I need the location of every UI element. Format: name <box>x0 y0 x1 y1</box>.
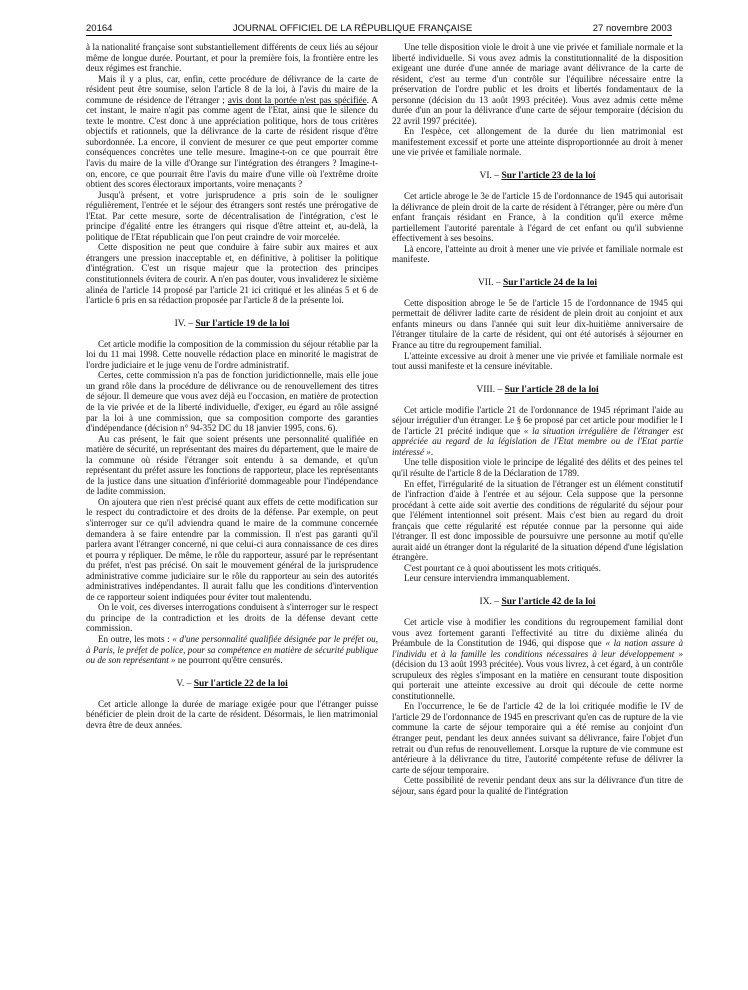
section-number: VI. – <box>479 171 502 182</box>
text-run: ne pourront qu'être censurés. <box>175 655 283 666</box>
paragraph: à la nationalité française sont substantiellement différents de ceux liés au séjour même de longue durée. Pourtant, et pour la première fois, la frontière entre les deux régimes est franchie. <box>86 42 378 74</box>
underlined-text: avis dont la portée n'est pas spécifiée <box>227 94 367 105</box>
quoted-text: « la situation irrégulière de l'étranger est appréciée au regard de la législation de l'Etat membre ou de l'Etat partie intéressé » <box>392 425 683 457</box>
left-column <box>86 42 378 730</box>
paragraph: En effet, l'irrégularité de la situation de l'étranger est un élément constitutif de l'infraction d'aide à l'entrée et au séjour. Cela suppose que la personne procédant à cette aide soit avertie des conditions de régularité du séjour pour que l'élément intentionnel soit présent. Mais c'est bien au regard du droit français que cette régularité est réputée connue par la personne qui aide l'étranger. Il est donc impossible de poursuivre une personne au motif qu'elle aurait aidé un étranger dont la régularité de la situation dépend d'une législation étrangère. <box>392 478 683 563</box>
section-number: VII. – <box>477 277 504 288</box>
paragraph: Cette disposition ne peut que conduire à faire subir aux maires et aux étrangers une pression inacceptable et, en définitive, à politiser la politique d'intégration. C'est un risque majeur que la protection des principes constitutionnels évitera de courir. A n'en pas douter, vous invaliderez le sixième alinéa de l'article 14 proposé par l'article 21 ici critiqué et les alinéas 5 et 6 de l'article 6 pris en sa rédaction proposée par l'article 8 de la présente loi. <box>86 242 378 306</box>
paragraph: Cet article abroge le 3e de l'article 15 de l'ordonnance de 1945 qui autorisait la délivrance de plein droit de la carte de résident à l'étranger, père ou mère d'un enfant français résidant en France, à la condition qu'il exerce même partiellement l'autorité parentale à l'égard de cet enfant ou qu'il subvienne effectivement à ses besoins. <box>392 191 683 244</box>
paragraph: Cette possibilité de revenir pendant deux ans sur la délivrance d'un titre de séjour, sans égard pour la qualité de l'intégration <box>392 775 683 796</box>
section-number: IV. – <box>174 318 196 329</box>
paragraph: Au cas présent, le fait que soient présents une personnalité qualifiée en matière de sécurité, un représentant des maires du département, que le maire de la commune où réside l'étranger soit entendu à sa demande, et qu'un représentant du préfet assure les fonctions de rapporteur, place les représentants de la justice dans une situation d'infériorité dommageable pour l'indépendance de ladite commission. <box>86 433 378 497</box>
text-run: Mais il y a plus, car, enfin, cette procédure de délivrance de la carte de résident peut être soumise, selon l'article 8 de la loi, à l'avis du maire de la commune de résidence de l'étranger ; <box>86 73 378 105</box>
text-run: . A cet instant, le maire n'agit pas comme agent de l'Etat, ainsi que le silence du texte le montre. C'est donc à une appréciation politique, hors de tous critères objectifs et rationnels, que la délivrance de la carte de résident risque d'être subordonnée. La encore, il convient de mesurer ce que peut emporter comme conséquences concrètes une telle mesure. Imagine-t-on ce que pourrait être l'avis du maire de la ville d'Orange sur l'intégration des étrangers ? Imagine-t-on, encore, ce que pourrait être l'avis du maire d'une ville où l'extrême droite obtient des scores électoraux importants, voire menaçants ? <box>86 94 378 190</box>
journal-title: JOURNAL OFFICIEL DE LA RÉPUBLIQUE FRANÇAISE <box>232 23 473 34</box>
paragraph: Une telle disposition viole le principe de légalité des délits et des peines tel qu'il résulte de l'article 8 de la Déclaration de 1789. <box>392 457 683 478</box>
paragraph: Leur censure interviendra immanquablement. <box>404 573 570 584</box>
section-title: Sur l'article 24 de la loi <box>503 277 598 288</box>
paragraph: Cet article allonge la durée de mariage exigée pour que l'étranger puisse bénéficier de plein droit de la carte de résident. Désormais, le lien matrimonial devra être de deux années. <box>86 698 378 730</box>
header-rule <box>86 35 672 36</box>
section-heading-vi <box>392 171 683 182</box>
paragraph <box>392 405 683 458</box>
paragraph: En l'espèce, cet allongement de la durée du lien matrimonial est manifestement excessif et porte une atteinte disproportionnée au droit à mener une vie privée et familiale normale. <box>392 126 683 158</box>
quoted-text: « d'une personnalité qualifiée désignée par le préfet ou, à Paris, le préfet de police, pour sa compétence en matière de sécurité publique ou de son représentant » <box>86 633 378 666</box>
page-number: 20164 <box>86 23 113 34</box>
quoted-text: « la nation assure à l'individu et à la famille les conditions nécessaires à leur développement » <box>392 638 683 659</box>
paragraph: En l'occurrence, le 6e de l'article 42 de la loi critiquée modifie le IV de l'article 29 de l'ordonnance de 1945 en prescrivant qu'en cas de rupture de la vie commune la carte de séjour temporaire qui a été remise au conjoint d'un étranger peut, pendant les deux années suivant sa délivrance, faire l'objet d'un retrait ou d'un refus de renouvellement. Lorsque la rupture de vie commune est antérieure à la délivrance du titre, l'autorité compétente refuse de délivrer la carte de séjour temporaire. <box>392 701 683 775</box>
paragraph: Une telle disposition viole le droit à une vie privée et familiale normale et la liberté individuelle. Si vous avez admis la constitutionnalité de la disposition exigeant une durée d'une année de mariage avant délivrance de la carte de résident, c'est au terme d'un contrôle sur l'équilibre nécessaire entre la préservation de l'ordre public et les droits et libertés fondamentaux de la personne (décision du 13 août 1993 précitée). Vous avez admis cette même durée d'un an pour la délivrance d'une carte de séjour temporaire (décision du 22 avril 1997 précitée). <box>392 42 683 126</box>
section-title: Sur l'article 22 de la loi <box>193 678 288 689</box>
text-run: Cet article modifie l'article 21 de l'ordonnance de 1945 réprimant l'aide au séjour irrégulier d'un étranger. Le § 6e proposé par cet article pour modifier le I de l'article 21 précité indique que <box>392 404 683 436</box>
paragraph: Certes, cette commission n'a pas de fonction juridictionnelle, mais elle joue un grand rôle dans la procédure de délivrance ou de renouvellement des titres de séjour. Il demeure que vous avez déjà eu l'occasion, en matière de protection de la vie privée et de la liberté individuelle, d'exiger, eu égard au rôle assigné par la loi à une commission, que sa composition comporte des garanties d'indépendance (décision n° 94-352 DC du 18 janvier 1995, cons. 6). <box>86 370 378 434</box>
paragraph: Jusqu'à présent, et votre jurisprudence a pris soin de le souligner régulièrement, l'entrée et le séjour des étrangers sont restés une prérogative de l'Etat. Par cette mesure, sorte de décentralisation de l'intégration, c'est le principe d'égalité entre les étrangers qui risque d'être atteint et, au-delà, la politique de l'Etat républicain que l'on peut craindre de voir morcelée. <box>86 189 378 242</box>
section-number: VIII. – <box>476 384 505 395</box>
text-run: En outre, les mots : <box>98 633 173 644</box>
text-run: Cet article vise à modifier les conditions du regroupement familial dont vous avez fortement garanti l'effectivité au titre du dixième alinéa du Préambule de la Constitution de 1946, qui dispose que <box>392 616 683 649</box>
section-heading-viii <box>392 385 683 396</box>
paragraph: On le voit, ces diverses interrogations conduisent à s'interroger sur le respect du principe de la contradiction et les droits de la défense devant cette commission. <box>86 602 378 634</box>
page-header <box>86 20 672 34</box>
section-heading-v <box>86 679 378 690</box>
paragraph: C'est pourtant ce à quoi aboutissent les mots critiqués. <box>404 562 601 573</box>
section-title: Sur l'article 28 de la loi <box>504 384 599 395</box>
section-number: V. – <box>176 678 194 689</box>
right-column <box>392 42 683 796</box>
paragraph: On ajoutera que rien n'est précisé quant aux effets de cette modification sur le respect du contradictoire et des droits de la défense. Par exemple, on peut s'interroger sur ce qu'il adviendra quand le maire de la commune concernée demandera à se faire entendre par la commission. Il n'est pas garanti qu'il parlera avant l'étranger concerné, ni que celui-ci aura connaissance de ces dires et pourra y répliquer. De même, le rôle du rapporteur, assuré par le représentant du préfet, n'est pas précisé. On sait le mouvement général de la jurisprudence administrative comme judiciaire sur le rôle du rapporteur au sein des autorités administratives indépendantes. Il aurait fallu que les conditions d'intervention de ce rapporteur soient indiquées pour éviter tout malentendu. <box>86 496 378 602</box>
publication-date: 27 novembre 2003 <box>592 23 672 34</box>
section-heading-iv <box>86 319 378 330</box>
section-title: Sur l'article 23 de la loi <box>501 171 596 182</box>
section-number: IX. – <box>479 596 502 607</box>
paragraph: L'atteinte excessive au droit à mener une vie privée et familiale normale est tout aussi manifeste et la censure inévitable. <box>392 350 683 372</box>
section-heading-ix <box>392 597 683 608</box>
paragraph: Cette disposition abroge le 5e de l'article 15 de l'ordonnance de 1945 qui permettait de délivrer ladite carte de résident de plein droit au conjoint et aux enfants mineurs ou dans l'année qui suit leur dix-huitième anniversaire de l'étranger titulaire de la carte de résident, qui ont été autorisés à séjourner en France au titre du regroupement familial. <box>392 297 683 351</box>
text-run: (décision du 13 août 1993 précitée). Vous vous livrez, à cet égard, à un contrôle scrupuleux des règles s'imposant en la matière en censurant toute disposition qui porterait une atteinte excessive au droit qui découle de cette norme constitutionnelle. <box>392 659 683 701</box>
section-title: Sur l'article 42 de la loi <box>501 596 596 607</box>
paragraph <box>86 634 378 666</box>
section-title: Sur l'article 19 de la loi <box>195 318 290 329</box>
section-heading-vii <box>392 278 683 289</box>
paragraph <box>86 74 378 190</box>
paragraph: Cet article modifie la composition de la commission du séjour rétablie par la loi du 11 mai 1998. Cette nouvelle rédaction place en minorité le magistrat de l'ordre judiciaire et le juge venu de l'ordre administratif. <box>86 338 378 370</box>
text-run: . <box>430 446 434 457</box>
paragraph <box>392 617 683 701</box>
paragraph: Là encore, l'atteinte au droit à mener une vie privée et familiale normale est manifeste. <box>392 243 683 265</box>
